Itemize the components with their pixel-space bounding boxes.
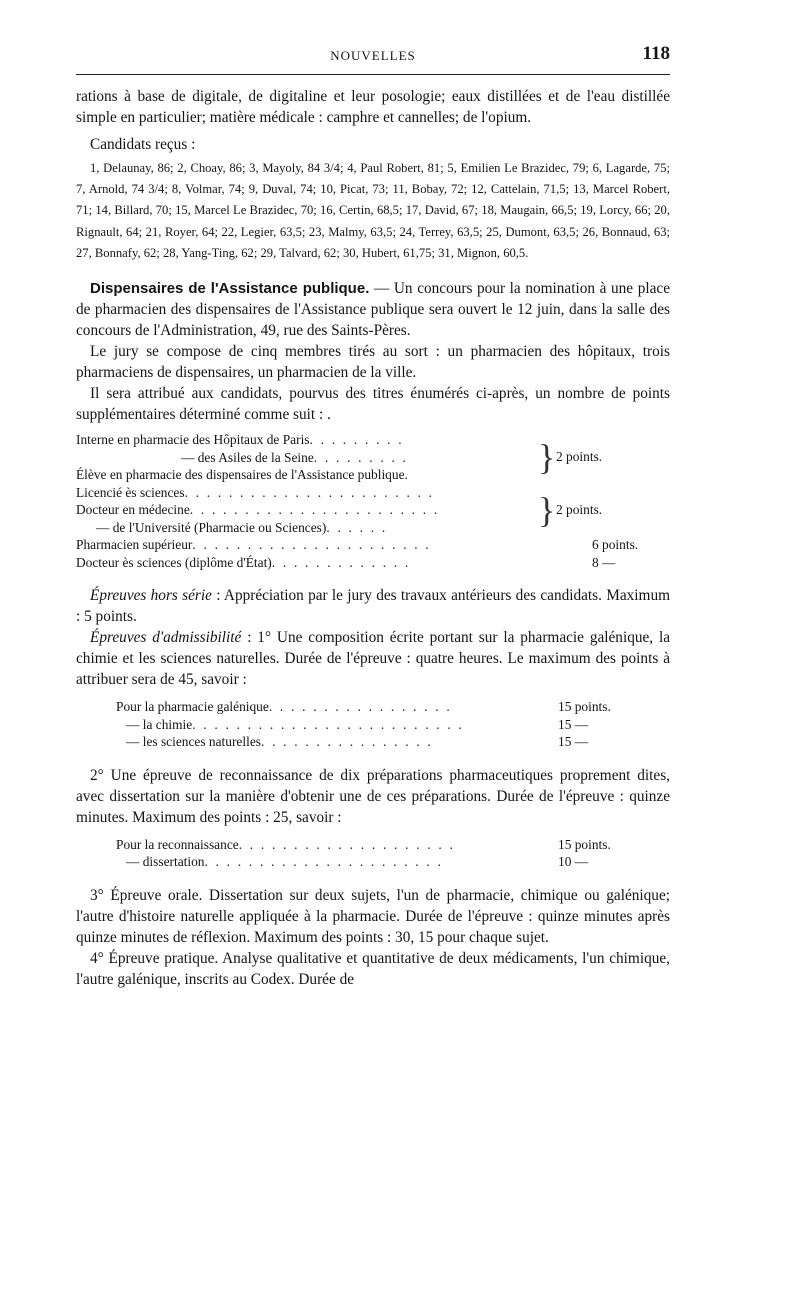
recognition-table: [116, 836, 636, 871]
candidates-list: 1, Delaunay, 86; 2, Choay, 86; 3, Mayoly, 84 3/4; 4, Paul Robert, 81; 5, Emilien Le Brazidec, 79; 6, Lagarde, 75; 7, Arnold, 74 3/4; 8, Volmar, 74; 9, Duval, 74; 10, Picat, 73; 11, Bobay, 72; 12, Cattelain, 71,5; 13, Marcel Robert, 71; 14, Billard, 70; 15, Marcel Le Brazidec, 70; 16, Certin, 68,5; 17, David, 67; 18, Maugain, 66,5; 19, Lorcy, 66; 20, Rignault, 64; 21, Royer, 64; 22, Legier, 63,5; 23, Malmy, 63,5; 24, Terrey, 63,5; 25, Dumont, 63,5; 26, Bonnaud, 63; 27, Bonnafy, 62; 28, Yang-Ting, 62; 29, Talvard, 62; 30, Hubert, 61,75; 31, Mignon, 60,5.: [76, 161, 670, 260]
group-points: 2 points.: [556, 501, 603, 517]
table-row: — la chimie . . . . . . . . . . . . . . . . . . . . . . . . . 15 —: [126, 716, 589, 732]
group-points: 2 points.: [556, 449, 603, 465]
hors-serie-paragraph: Épreuves hors série : Appréciation par le jury des travaux antérieurs des candidats. Maximum : 5 points.: [76, 587, 671, 626]
running-title: NOUVELLES: [330, 48, 416, 63]
titles-group-2: [76, 484, 670, 537]
candidates-title: Candidats reçus :: [90, 136, 196, 153]
table-row: — les sciences naturelles . . . . . . . . . . . . . . . . 15 —: [126, 734, 589, 750]
jury-paragraph: Le jury se compose de cinq membres tirés au sort : un pharmacien des hôpitaux, trois pharmaciens de dispensaires, un pharmacien de la ville.: [76, 343, 670, 382]
table-row: Pour la reconnaissance . . . . . . . . . . . . . . . . . . . . 15 points.: [116, 836, 611, 852]
brace-icon: }: [538, 489, 556, 530]
table-row: Pour la pharmacie galénique . . . . . . . . . . . . . . . . . 15 points.: [116, 699, 611, 715]
brace-icon: }: [538, 437, 556, 478]
header-rule: [76, 74, 670, 75]
table-row: Interne en pharmacie des Hôpitaux de Paris . . . . . . . . .: [76, 432, 404, 448]
table-row: — de l'Université (Pharmacie ou Sciences) . . . . . .: [96, 519, 388, 535]
table-row: Élève en pharmacie des dispensaires de l'Assistance publique.: [76, 467, 408, 483]
page-number: 118: [642, 43, 670, 64]
table-row: — des Asiles de la Seine . . . . . . . . .: [181, 449, 409, 465]
page: [76, 40, 670, 990]
titles-group-1: [76, 431, 670, 484]
section-title: Dispensaires de l'Assistance publique.: [90, 280, 370, 298]
intro-paragraph: rations à base de digitale, de digitaline et leur posologie; eaux distillées et de l'eau distillée simple en particulier; matière médicale : camphre et cannelles; de l'opium.: [76, 88, 670, 126]
third-paragraph: 3° Épreuve orale. Dissertation sur deux sujets, l'un de pharmacie, chimique ou galénique; l'autre d'histoire naturelle appliquée à la pharmacie. Durée de l'épreuve : quinze minutes après quinze minutes de réflexion. Maximum des points : 30, 15 pour chaque sujet.: [76, 886, 670, 946]
section-text: — Un concours pour la nomination à une place de pharmacien des dispensaires de l'Assistance publique sera ouvert le 12 juin, dans la salle des concours de l'Administration, 49, rue des Saints-Pères.: [76, 280, 670, 340]
table-row: Docteur ès sciences (diplôme d'État) . . . . . . . . . . . . . 8 —: [76, 554, 616, 570]
titles-table: [76, 431, 670, 571]
fourth-paragraph: 4° Épreuve pratique. Analyse qualitative et quantitative de deux médicaments, l'un chimique, l'autre galénique, inscrits au Codex. Durée de: [76, 949, 670, 988]
page-header: [76, 40, 670, 72]
table-row: — dissertation . . . . . . . . . . . . . . . . . . . . . . 10 —: [126, 854, 589, 870]
section-paragraph: [76, 278, 670, 341]
table-row: Licencié ès sciences . . . . . . . . . . . . . . . . . . . . . . .: [76, 484, 435, 500]
admissibilite-paragraph: Épreuves d'admissibilité : 1° Une composition écrite portant sur la pharmacie galénique, la chimie et les sciences naturelles. Durée de l'épreuve : quatre heures. Le maximum des points à attribuer sera de 45, savoir :: [76, 629, 671, 689]
points-intro: Il sera attribué aux candidats, pourvus des titres énumérés ci-après, un nombre de points supplémentaires déterminé comme suit : .: [76, 385, 670, 424]
table-row: Docteur en médecine . . . . . . . . . . . . . . . . . . . . . . .: [76, 502, 440, 518]
second-paragraph: 2° Une épreuve de reconnaissance de dix préparations pharmaceutiques proprement dites, avec dissertation sur la manière d'obtenir une de ces préparations. Durée de l'épreuve : quinze minutes. Maximum des points : 25, savoir :: [76, 766, 670, 826]
table-row: Pharmacien supérieur . . . . . . . . . . . . . . . . . . . . . . 6 points.: [76, 537, 639, 553]
written-table: [116, 698, 636, 751]
article-body: [76, 86, 670, 990]
